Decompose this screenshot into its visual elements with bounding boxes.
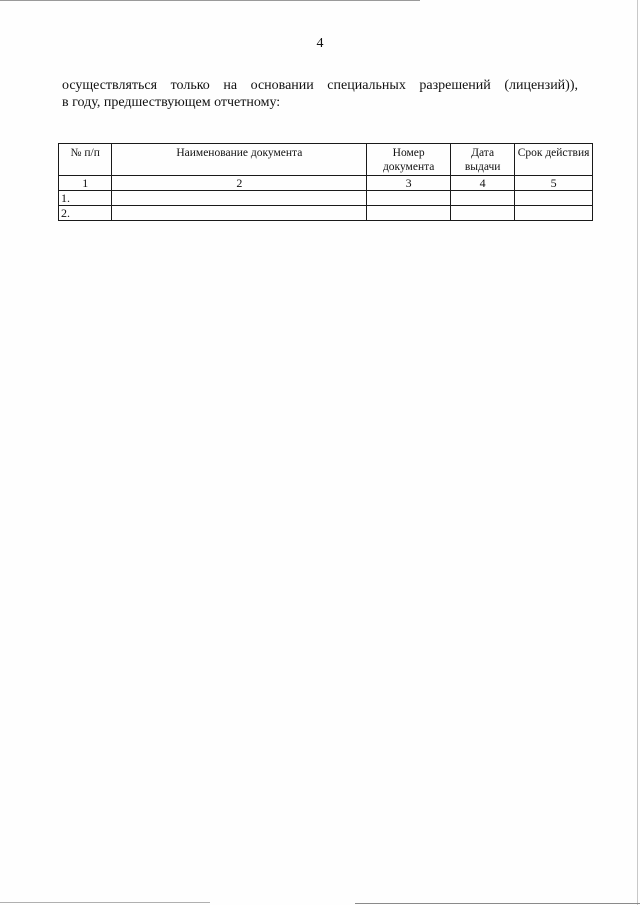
column-number: 1 bbox=[59, 176, 112, 191]
column-number: 5 bbox=[515, 176, 593, 191]
scan-edge-bottom-left bbox=[0, 902, 210, 903]
header-document-name: Наименование документа bbox=[112, 144, 367, 176]
header-document-number: Номер документа bbox=[367, 144, 451, 176]
body-paragraph bbox=[62, 77, 578, 111]
document-name-cell bbox=[112, 206, 367, 221]
row-number: 2. bbox=[59, 206, 112, 221]
document-number-cell bbox=[367, 191, 451, 206]
issue-date-cell bbox=[451, 191, 515, 206]
documents-table bbox=[58, 143, 593, 221]
table-row bbox=[59, 191, 593, 206]
paragraph-line-2: в году, предшествующем отчетному: bbox=[62, 95, 281, 110]
paragraph-line-1: осуществляться только на основании специальных разрешений (лицензий)), bbox=[62, 78, 578, 93]
page-number: 4 bbox=[316, 36, 324, 51]
header-issue-date: Дата выдачи bbox=[451, 144, 515, 176]
table-row bbox=[59, 206, 593, 221]
scan-edge-right bbox=[637, 0, 638, 905]
issue-date-cell bbox=[451, 206, 515, 221]
validity-cell bbox=[515, 191, 593, 206]
column-number-row bbox=[59, 176, 593, 191]
header-validity: Срок действия bbox=[515, 144, 593, 176]
document-number-cell bbox=[367, 206, 451, 221]
scan-edge-top bbox=[0, 0, 420, 1]
validity-cell bbox=[515, 206, 593, 221]
column-number: 4 bbox=[451, 176, 515, 191]
scan-edge-bottom bbox=[355, 903, 640, 904]
column-number: 3 bbox=[367, 176, 451, 191]
table-header-row bbox=[59, 144, 593, 176]
header-number: № п/п bbox=[59, 144, 112, 176]
document-name-cell bbox=[112, 191, 367, 206]
column-number: 2 bbox=[112, 176, 367, 191]
row-number: 1. bbox=[59, 191, 112, 206]
